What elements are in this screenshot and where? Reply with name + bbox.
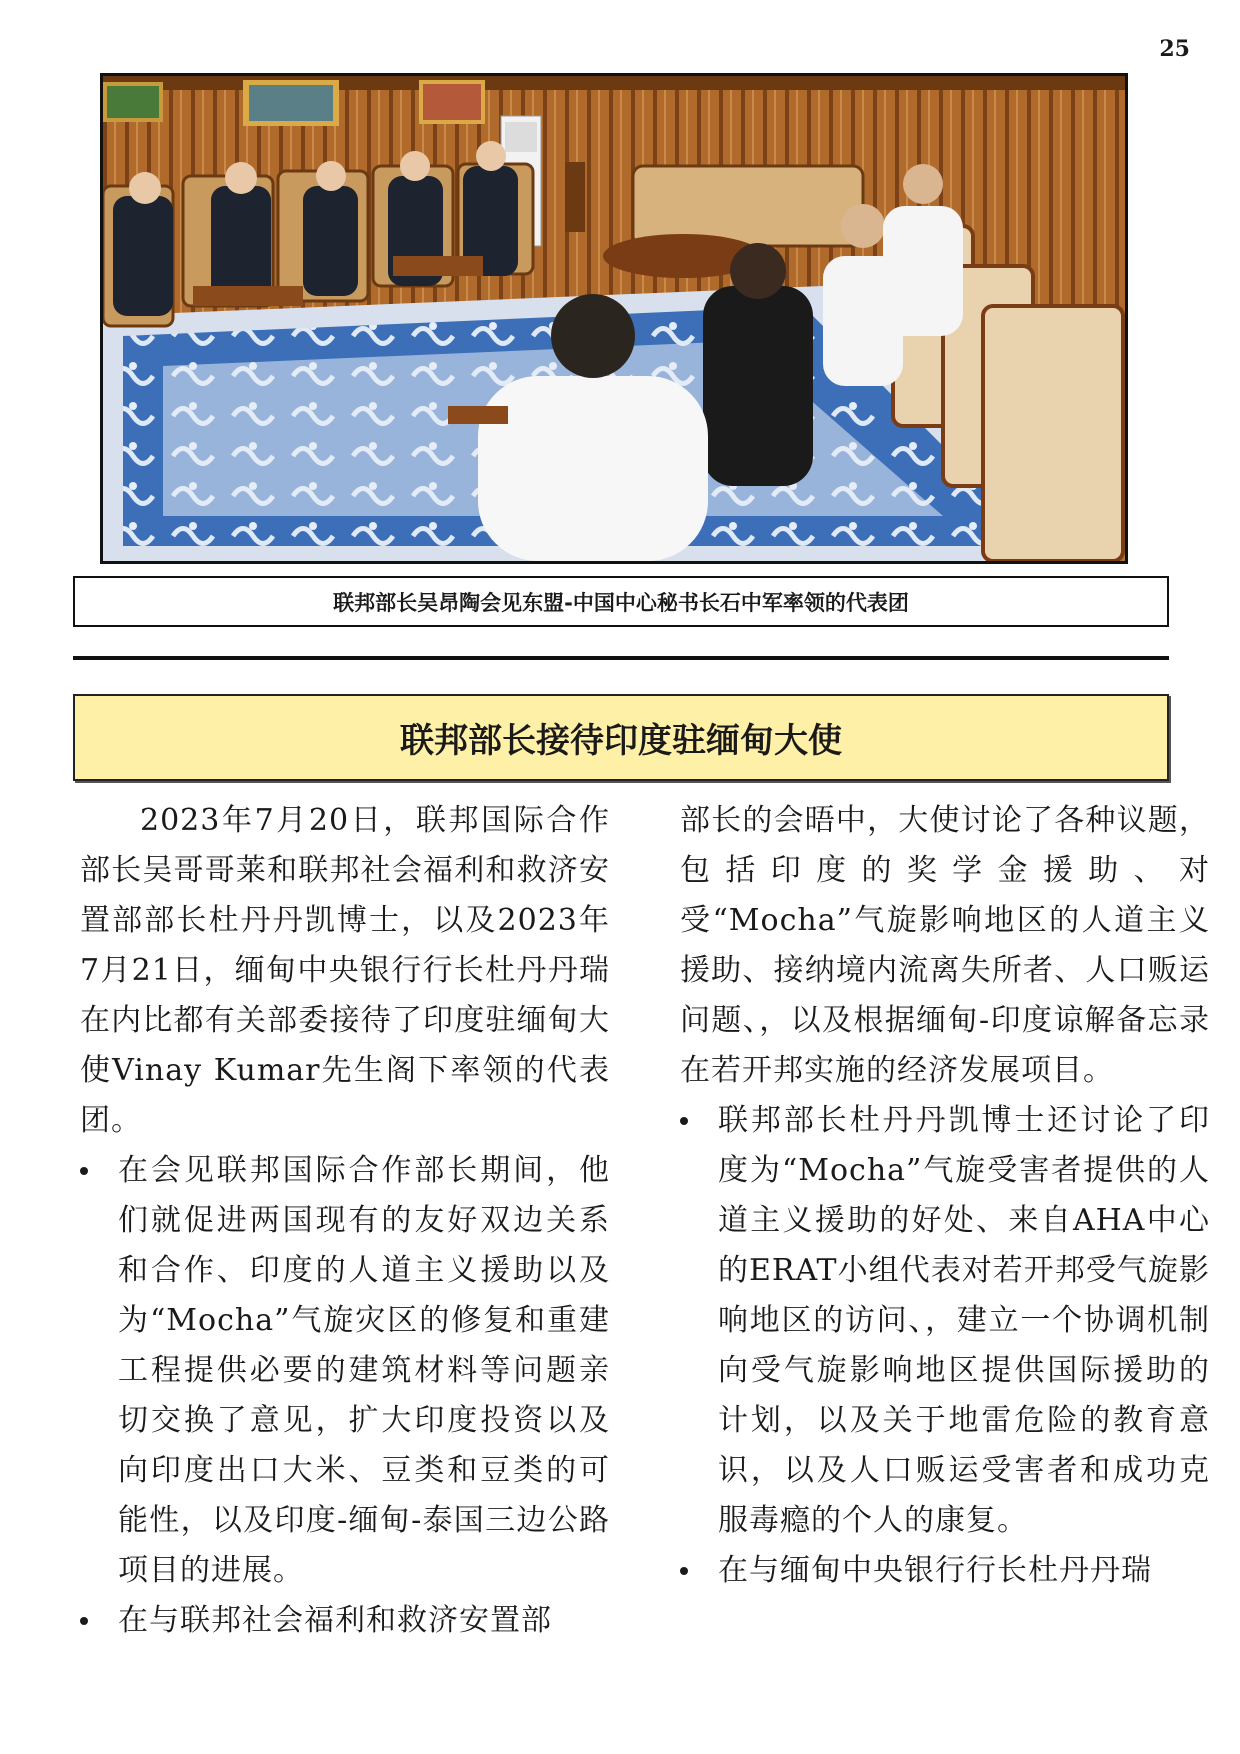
list-item: [80, 1146, 610, 1596]
left-column: [80, 796, 610, 1646]
bullet-icon: [80, 1167, 88, 1175]
list-item: [80, 1596, 610, 1646]
continuation-paragraph: 部长的会晤中，大使讨论了各种议题，包括印度的奖学金援助、对受“Mocha”气旋影响地区的人道主义援助、接纳境内流离失所者、人口贩运问题、，以及根据缅甸-印度谅解备忘录在若开邦实施的经济发展项目。: [680, 803, 1210, 1088]
list-item: [680, 1096, 1210, 1546]
photo-caption: 联邦部长吴昂陶会见东盟-中国中心秘书长石中军率领的代表团: [73, 576, 1169, 627]
intro-paragraph: 2023年7月20日，联邦国际合作部长吴哥哥莱和联邦社会福利和救济安置部部长杜丹丹凯博士，以及2023年7月21日，缅甸中央银行行长杜丹丹瑞在内比都有关部委接待了印度驻缅甸大使Vinay Kumar先生阁下率领的代表团。: [80, 803, 610, 1138]
article-headline: 联邦部长接待印度驻缅甸大使: [73, 694, 1169, 781]
list-item-text: 联邦部长杜丹丹凯博士还讨论了印度为“Mocha”气旋受害者提供的人道主义援助的好处、来自AHA中心的ERAT小组代表对若开邦受气旋影响地区的访问、，建立一个协调机制向受气旋影响地区提供国际援助的计划，以及关于地雷危险的教育意识，以及人口贩运受害者和成功克服毒瘾的个人的康复。: [718, 1103, 1210, 1538]
bullet-icon: [680, 1117, 688, 1125]
list-item-text: 在与联邦社会福利和救济安置部: [118, 1603, 552, 1638]
page-number: 25: [1159, 36, 1190, 62]
meeting-photo: [100, 73, 1128, 564]
section-divider: [73, 656, 1169, 660]
bullet-icon: [80, 1617, 88, 1625]
right-column: [680, 796, 1210, 1596]
list-item-text: 在会见联邦国际合作部长期间，他们就促进两国现有的友好双边关系和合作、印度的人道主义援助以及为“Mocha”气旋灾区的修复和重建工程提供必要的建筑材料等问题亲切交换了意见，扩大印度投资以及向印度出口大米、豆类和豆类的可能性，以及印度-缅甸-泰国三边公路项目的进展。: [118, 1153, 610, 1588]
list-item-text: 在与缅甸中央银行行长杜丹丹瑞: [718, 1553, 1152, 1588]
bullet-icon: [680, 1567, 688, 1575]
photo-meeting-room-icon: [103, 76, 1125, 561]
right-bullet-list: [680, 1096, 1210, 1596]
list-item: [680, 1546, 1210, 1596]
left-bullet-list: [80, 1146, 610, 1646]
